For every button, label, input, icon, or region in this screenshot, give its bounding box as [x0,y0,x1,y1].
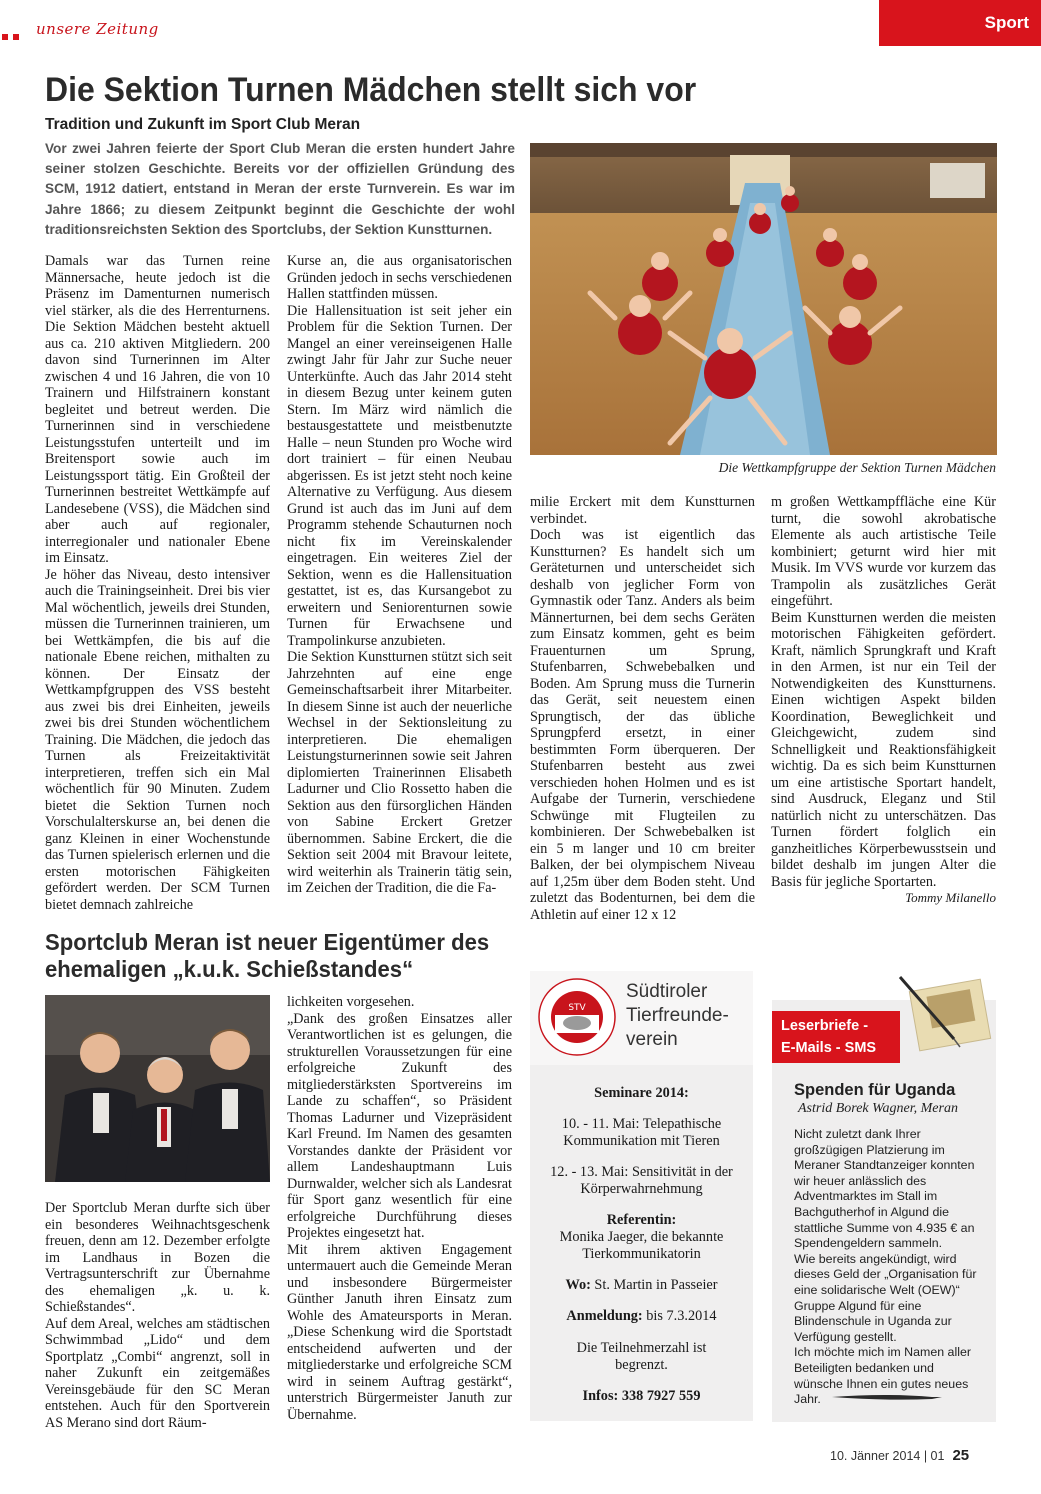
title-line: Südtiroler [626,981,708,1002]
article1-column-1 [45,253,270,913]
paragraph: Auf dem Areal, welches am städtischen Schwimmbad „Lido“ und dem Sportplatz „Combi“ angrenzt, soll in naher Zukunft ein zeitgemäßes Vereinsgebäude für den SC Meran entstehen. Auch für den Sportverein AS Merano sind dort Räum- [45,1315,270,1431]
handover-photo [45,995,270,1182]
tab-line: E-Mails - SMS [781,1040,877,1056]
paragraph: Wie bereits angekündigt, wird dieses Geld der „Organisation für eine solidarische Welt (OEW)“ Gruppe Algund für eine Blindenschule in Uganda zur Verfügung gestellt. [794,1251,977,1344]
photo-caption: Die Wettkampfgruppe der Sektion Turnen Mädchen [718,460,996,475]
participant-limit: Die Teilnehmerzahl ist begrenzt. [576,1340,707,1373]
article1-column-3 [530,494,755,923]
envelope-quill-icon [900,967,996,1057]
paragraph: milie Erckert mit dem Kunstturnen verbindet. [530,494,755,527]
info-phone: Infos: 338 7927 559 [582,1388,701,1404]
article2-title: Sportclub Meran ist neuer Eigentümer des ehemaligen „k.u.k. Schießstandes“ [45,929,490,982]
tierfreunde-logo [537,977,617,1057]
article-byline: Tommy Milanello [905,890,996,905]
article1-column-2 [287,253,512,913]
title-line: Tierfreunde- [626,1005,729,1026]
paragraph: Je höher das Niveau, desto intensiver auch die Trainingseinheit. Drei bis vier Mal wöchentlich, jeweils drei Stunden, müssen die Turnerinnen trainieren, um bei Wettkämpfen, die bis auf die nationale Ebene reichen, mithalten zu können. Der Einsatz der Wettkampfgruppen des VSS besteht aus zwei bis drei Einheiten, jeweils zwei bis drei Stunden wöchentlichem Training. Die Mädchen, die jedoch das Turnen als Freizeitaktivität interpretieren, treffen sich ein Mal wöchentlich für 90 Minuten. Zudem bietet die Sektion Turnen noch Vorschulalterskurse an, bei denen die ganz Kleinen in einer Wochenstunde das Turnen spielerisch erlernen und die ersten motorischen Fähigkeiten gefördert werden. Der SCM Turnen bietet demnach zahlreiche [45,566,270,913]
seminar-item: 12. - 13. Mai: Sensitivität in der Körperwahrnehmung [550,1164,733,1197]
article1-column-4 [771,494,996,889]
paragraph: Nicht zuletzt dank Ihrer großzügigen Platzierung im Meraner Standtanzeiger konnten wir heuer anlässlich des Adventmarktes im Stall im Bachgutherhof in Algund die stattliche Summe von 4.935 € an Spendengeldern sammeln. [794,1127,975,1251]
seminar-item: 10. - 11. Mai: Telepathische Kommunikation mit Tieren [561,1116,722,1149]
pen-divider-icon [832,1390,942,1402]
issue-date: 10. Jänner 2014 | 01 [830,1449,945,1463]
referent-name: Monika Jaeger, die bekannte Tierkommunikatorin [559,1229,724,1262]
paragraph: Der Sportclub Meran durfte sich über ein besonderes Weihnachtsgeschenk freuen, denn am 12. Dezember erfolgte im Landhaus in Bozen die Vertragsunterschrift zur Übernahme des ehemaligen „k. u. k. Schießstandes“. [45,1200,270,1315]
letter-author: Astrid Borek Wagner, Meran [798,1101,958,1116]
paragraph: Damals war das Turnen reine Männersache, heute jedoch ist die Präsenz im Damenturnen numerisch viel stärker, als die des Herrenturnens. Die Sektion Mädchen besteht aktuell aus ca. 210 aktiven Mitgliedern. 200 davon sind Turnerinnen im Alter zwischen 4 und 16 Jahren, die von 10 Trainern und Hilfstrainern konstant begleitet und betreut werden. Die Turnerinnen sind in verschiedene Leistungsstufen unterteilt und im Breitensport sowie auch im Leistungssport tätig. Ein Großteil der Turnerinnen bestreitet Wettkämpfe auf Landesebene (VSS), die Mädchen sind aber auch auf regionaler, interregionaler und nationaler Ebene im Einsatz. [45,253,270,566]
article-lead: Vor zwei Jahren feierte der Sport Club Meran die ersten hundert Jahre seiner stolzen Geschichte. Bereits vor der offiziellen Gründung des SCM, 1912 datiert, entstand in Meran der erste Turnverein. Es war im Jahre 1866; zu diesem Zeitpunkt beginnt die Geschichte der wohl traditionsreichsten Sektion des Sportclubs, der Sektion Kunstturnen. [45,141,515,237]
header-dots [2,27,26,33]
title-line: verein [626,1029,678,1050]
publication-logo: unsere Zeitung [36,20,159,38]
paragraph: m großen Wettkampffläche eine Kür turnt, die sowohl akrobatische Elemente als auch artistische Teile kombiniert; geturnt wird hier mit Musik. Im VVS wurde vor kurzem das Trampolin als zusätzliches Gerät eingeführt. [771,494,996,609]
page-number: 25 [952,1447,970,1464]
paragraph: „Dank des großen Einsatzes aller Verantwortlichen ist es gelungen, die strukturellen Voraussetzungen für eine erfolgreiche Zukunft des mitgliederstärksten Sportvereins im Lande zu schaffen“, so Präsident Thomas Ladurner und Vizepräsident Karl Freund. Im Namen des gesamten Vorstandes dankte der Präsident vor allem Landeshauptmann Luis Durnwalder, welcher sich als Landesrat für Sport ganz wesentlich für eine erfolgreiche Durchführung dieses Projektes eingesetzt hat. [287,1010,512,1241]
section-tab-sport: Sport [879,0,1041,46]
registration: Anmeldung: bis 7.3.2014 [566,1308,717,1324]
article2-column-1 [45,1200,270,1430]
tab-line: Leserbriefe - [781,1018,869,1034]
letter-title: Spenden für Uganda [794,1081,956,1099]
logo-text: STV [568,1003,586,1013]
article-title: Die Sektion Turnen Mädchen stellt sich vor [45,71,697,109]
location: Wo: St. Martin in Passeier [565,1277,718,1293]
article2-column-2 [287,994,512,1434]
paragraph: Mit ihrem aktiven Engagement untermauert auch die Gemeinde Meran und insbesondere Bürgermeister Günther Januth ihren Einsatz zum Wohle des Amateursports in Meran. „Diese Schenkung wird die Sportstadt entscheidend aufwerten und der mitgliederstarke und erfolgreiche SCM wird in seinem Auftrag gestärkt“, unterstrich Bürgermeister Januth zur Übernahme. [287,1241,512,1423]
tierfreunde-title [626,980,729,1052]
referent-label: Referentin: [606,1212,677,1228]
paragraph: Kurse an, die aus organisatorischen Gründen jedoch in sechs verschiedenen Hallen stattfinden müssen. [287,253,512,302]
paragraph: Ich möchte mich im Namen aller Beteiligten bedanken und wünsche Ihnen ein gutes neues Jahr. [794,1345,971,1407]
paragraph: Doch was ist eigentlich das Kunstturnen? Es handelt sich um Geräteturnen und unterscheidet sich deshalb von jeglicher Form von Gymnastik oder Tanz. Anders als beim Männerturnen, bei dem sechs Geräten zum Einsatz kommen, geht es beim Frauenturnen um Sprung, Stufenbarren, Schwebebalken und Boden. Am Sprung muss die Turnerin das Gerät, seit neuestem einen Sprungtisch, der das übliche Sprungpferd ersetzt, in einer bestimmten Form überqueren. Der Stufenbarren besteht aus zwei verschieden hohen Holmen und es ist Aufgabe der Turnerin, verschiedene Schwünge mit Flugteilen zu kombinieren. Der Schwebebalken ist ein 5 m langer und 10 cm breiter Balken, der bei olympischem Niveau auf 1,25m über dem Boden steht. Und zuletzt das Bodenturnen, bei dem die Athletin auf einer 12 x 12 [530,527,755,923]
seminars-label: Seminare 2014: [594,1085,689,1101]
article-subtitle: Tradition und Zukunft im Sport Club Meran [45,116,361,133]
letters-section-tab [772,1011,900,1063]
paragraph: lichkeiten vorgesehen. [287,994,415,1010]
paragraph: Die Sektion Kunstturnen stützt sich seit Jahrzehnten auf eine enge Gemeinschaftsarbeit ihrer Mitarbeiter. In diesem Sinne ist auch der neuerliche Wechsel in der Sektionsleitung zu interpretieren. Die ehemaligen Leistungsturnerinnen sowie seit Jahren diplomierten Trainerinnen Elisabeth Ladurner und Clio Rossetto haben die Sektion aus den fürsorglichen Händen von Sabine Erckert Gretzer übernommen. Sabine Erckert, die die Sektion seit 2004 mit Bravour leitete, wird weiterhin als Trainerin tätig sein, im Zeichen der Tradition, die die Fa- [287,649,513,896]
letter-body [794,1127,978,1408]
paragraph: Die Hallensituation ist seit jeher ein Problem für die Sektion Turnen. Der Mangel an einer vereinseigenen Halle zwingt Jahr für Jahr zur Suche neuer Unterkünfte. Auch das Jahr 2014 steht in diesem Bezug unter keinem guten Stern. Im März wird nämlich die bestausgestattete und meistbenutzte Halle – neun Stunden pro Woche wird dort trainiert – für einen Neubau abgerissen. Es ist jetzt steht noch keine Alternative zu Verfügung. Aus diesem Grund ist auch das im Juni auf dem Programm stehende Schauturnen noch nicht fix im Vereinskalender eingetragen. Ein weiteres Ziel der Sektion, wenn es die Hallensituation gestattet, ist es, das Kursangebot zu erweitern und Seniorenturnen sowie Turnen für Erwachsene und Trampolinkurse anzubieten. [287,302,512,649]
paragraph: Beim Kunstturnen werden die meisten motorischen Fähigkeiten gefördert. Kraft, nämlich Sprungkraft und Kraft in den Armen, ist nur ein Teil der Notwendigkeiten des Kunstturnens. Einen wichtigen Aspekt bilden Koordination, Beweglichkeit und Gleichgewicht, zudem sind Schnelligkeit und Reaktionsfähigkeit wichtig. Da es sich beim Kunstturnen um eine artistische Sportart handelt, sind Ausdruck, Eleganz und Stil natürlich nicht zu unterschätzen. Das Turnen fördert folglich ein ganzheitliches Körperbewusstsein und bildet deshalb im jungen Alter die Basis für jegliche Sportarten. [771,609,996,890]
page-footer [830,1447,969,1464]
gymnastics-group-photo [530,143,997,455]
